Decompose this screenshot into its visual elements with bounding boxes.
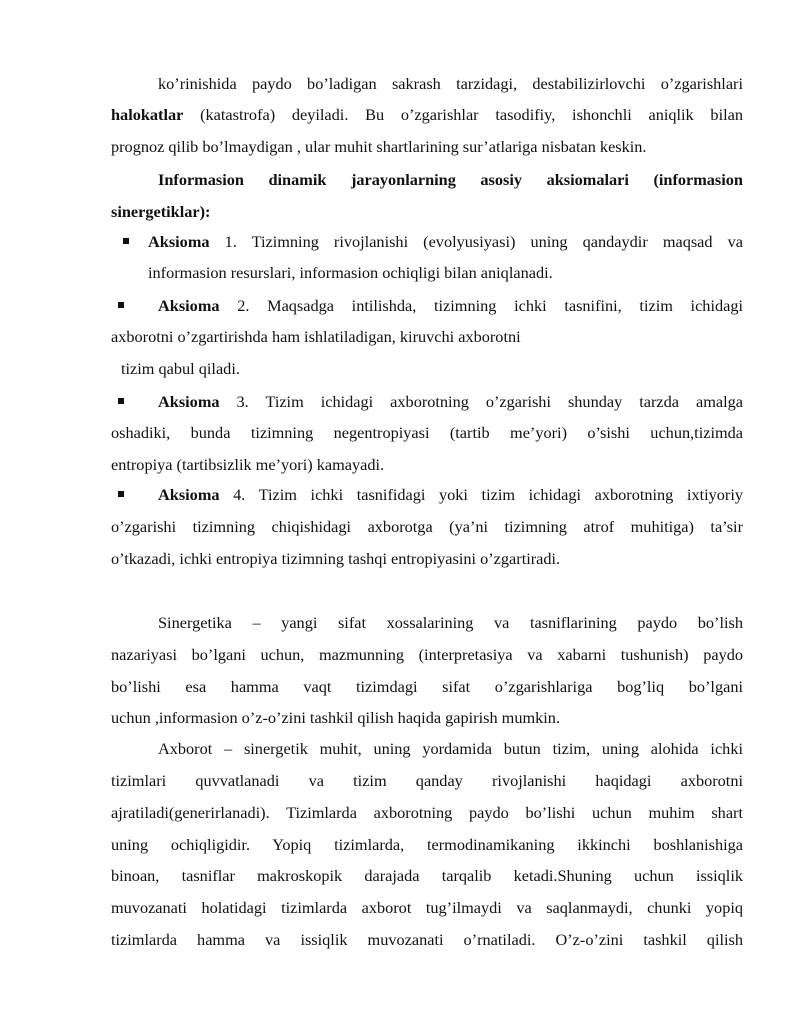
bullet-icon xyxy=(118,398,124,404)
section-heading-line-1: Informasion dinamik jarayonlarning asosiy aksiomalari (informasion xyxy=(158,170,743,189)
section-heading-line-2: sinergetiklar): xyxy=(111,202,211,221)
paragraph-3-line-1: Axborot – sinergetik muhit, uning yordamida butun tizim, uning alohida ichki xyxy=(158,739,743,758)
axiom-4-line-1 xyxy=(158,485,743,505)
axiom-4-text: 4. Tizim ichki tasnifidagi yoki tizim ichidagi axborotning ixtiyoriy xyxy=(219,485,743,504)
paragraph-3-line-6: muvozanati holatidagi tizimlarda axborot tug’ilmaydi va saqlanmaydi, chunki yopiq xyxy=(111,898,743,917)
axiom-4-line-3: o’tkazadi, ichki entropiya tizimning tashqi entropiyasini o’zgartiradi. xyxy=(111,549,561,568)
paragraph-1-line-2-text: (katastrofa) deyiladi. Bu o’zgarishlar tasodifiy, ishonchli aniqlik bilan xyxy=(183,105,743,124)
axiom-1-text: 1. Tizimning rivojlanishi (evolyusiyasi) uning qandaydir maqsad va xyxy=(209,232,743,251)
axiom-2-line-2: axborotni o’zgartirishda ham ishlatiladigan, kiruvchi axborotni xyxy=(111,327,521,346)
bullet-icon xyxy=(118,302,124,308)
paragraph-1-line-2 xyxy=(111,105,743,125)
axiom-2-line-3: tizim qabul qiladi. xyxy=(121,359,240,378)
paragraph-1-line-3: prognoz qilib bo’lmaydigan , ular muhit shartlarining sur’atlariga nisbatan keskin. xyxy=(111,137,647,156)
paragraph-2-line-1: Sinergetika – yangi sifat xossalarining va tasniflarining paydo bo’lish xyxy=(158,613,743,632)
axiom-label: Aksioma xyxy=(148,232,210,251)
axiom-1-line-2: informasion resurslari, informasion ochiqligi bilan aniqlanadi. xyxy=(148,263,553,282)
axiom-3-text: 3. Tizim ichidagi axborotning o’zgarishi shunday tarzda amalga xyxy=(219,392,743,411)
paragraph-2-line-2: nazariyasi bo’lgani uchun, mazmunning (interpretasiya va xabarni tushunish) paydo xyxy=(111,645,743,664)
axiom-label: Aksioma xyxy=(158,485,220,504)
axiom-2-line-1 xyxy=(158,296,743,316)
axiom-label: Aksioma xyxy=(158,392,220,411)
paragraph-3-line-3: ajratiladi(generirlanadi). Tizimlarda axborotning paydo bo’lishi uchun muhim shart xyxy=(111,803,743,822)
paragraph-2-line-3: bo’lishi esa hamma vaqt tizimdagi sifat o’zgarishlariga bog’liq bo’lgani xyxy=(111,677,743,696)
axiom-4-line-2: o’zgarishi tizimning chiqishidagi axborotga (ya’ni tizimning atrof muhitiga) ta’sir xyxy=(111,517,743,536)
axiom-label: Aksioma xyxy=(158,296,220,315)
axiom-2-text: 2. Maqsadga intilishda, tizimning ichki tasnifini, tizim ichidagi xyxy=(219,296,743,315)
paragraph-1-line-1: ko’rinishida paydo bo’ladigan sakrash tarzidagi, destabilizirlovchi o’zgarishlari xyxy=(158,74,743,93)
paragraph-3-line-4: uning ochiqligidir. Yopiq tizimlarda, termodinamikaning ikkinchi boshlanishiga xyxy=(111,835,743,854)
bold-term: halokatlar xyxy=(111,105,184,124)
paragraph-3-line-5: binoan, tasniflar makroskopik darajada tarqalib ketadi.Shuning uchun issiqlik xyxy=(111,866,743,885)
paragraph-2-line-4: uchun ,informasion o’z-o’zini tashkil qilish haqida gapirish mumkin. xyxy=(111,708,561,727)
paragraph-3-line-7: tizimlarda hamma va issiqlik muvozanati o’rnatiladi. O’z-o’zini tashkil qilish xyxy=(111,930,743,949)
axiom-3-line-1 xyxy=(158,392,743,412)
bullet-icon xyxy=(123,238,129,244)
axiom-3-line-3: entropiya (tartibsizlik me’yori) kamayadi. xyxy=(111,455,385,474)
paragraph-3-line-2: tizimlari quvvatlanadi va tizim qanday rivojlanishi haqidagi axborotni xyxy=(111,771,743,790)
bullet-icon xyxy=(118,491,124,497)
axiom-1-line-1 xyxy=(148,232,743,252)
axiom-3-line-2: oshadiki, bunda tizimning negentropiyasi (tartib me’yori) o’sishi uchun,tizimda xyxy=(111,423,743,442)
